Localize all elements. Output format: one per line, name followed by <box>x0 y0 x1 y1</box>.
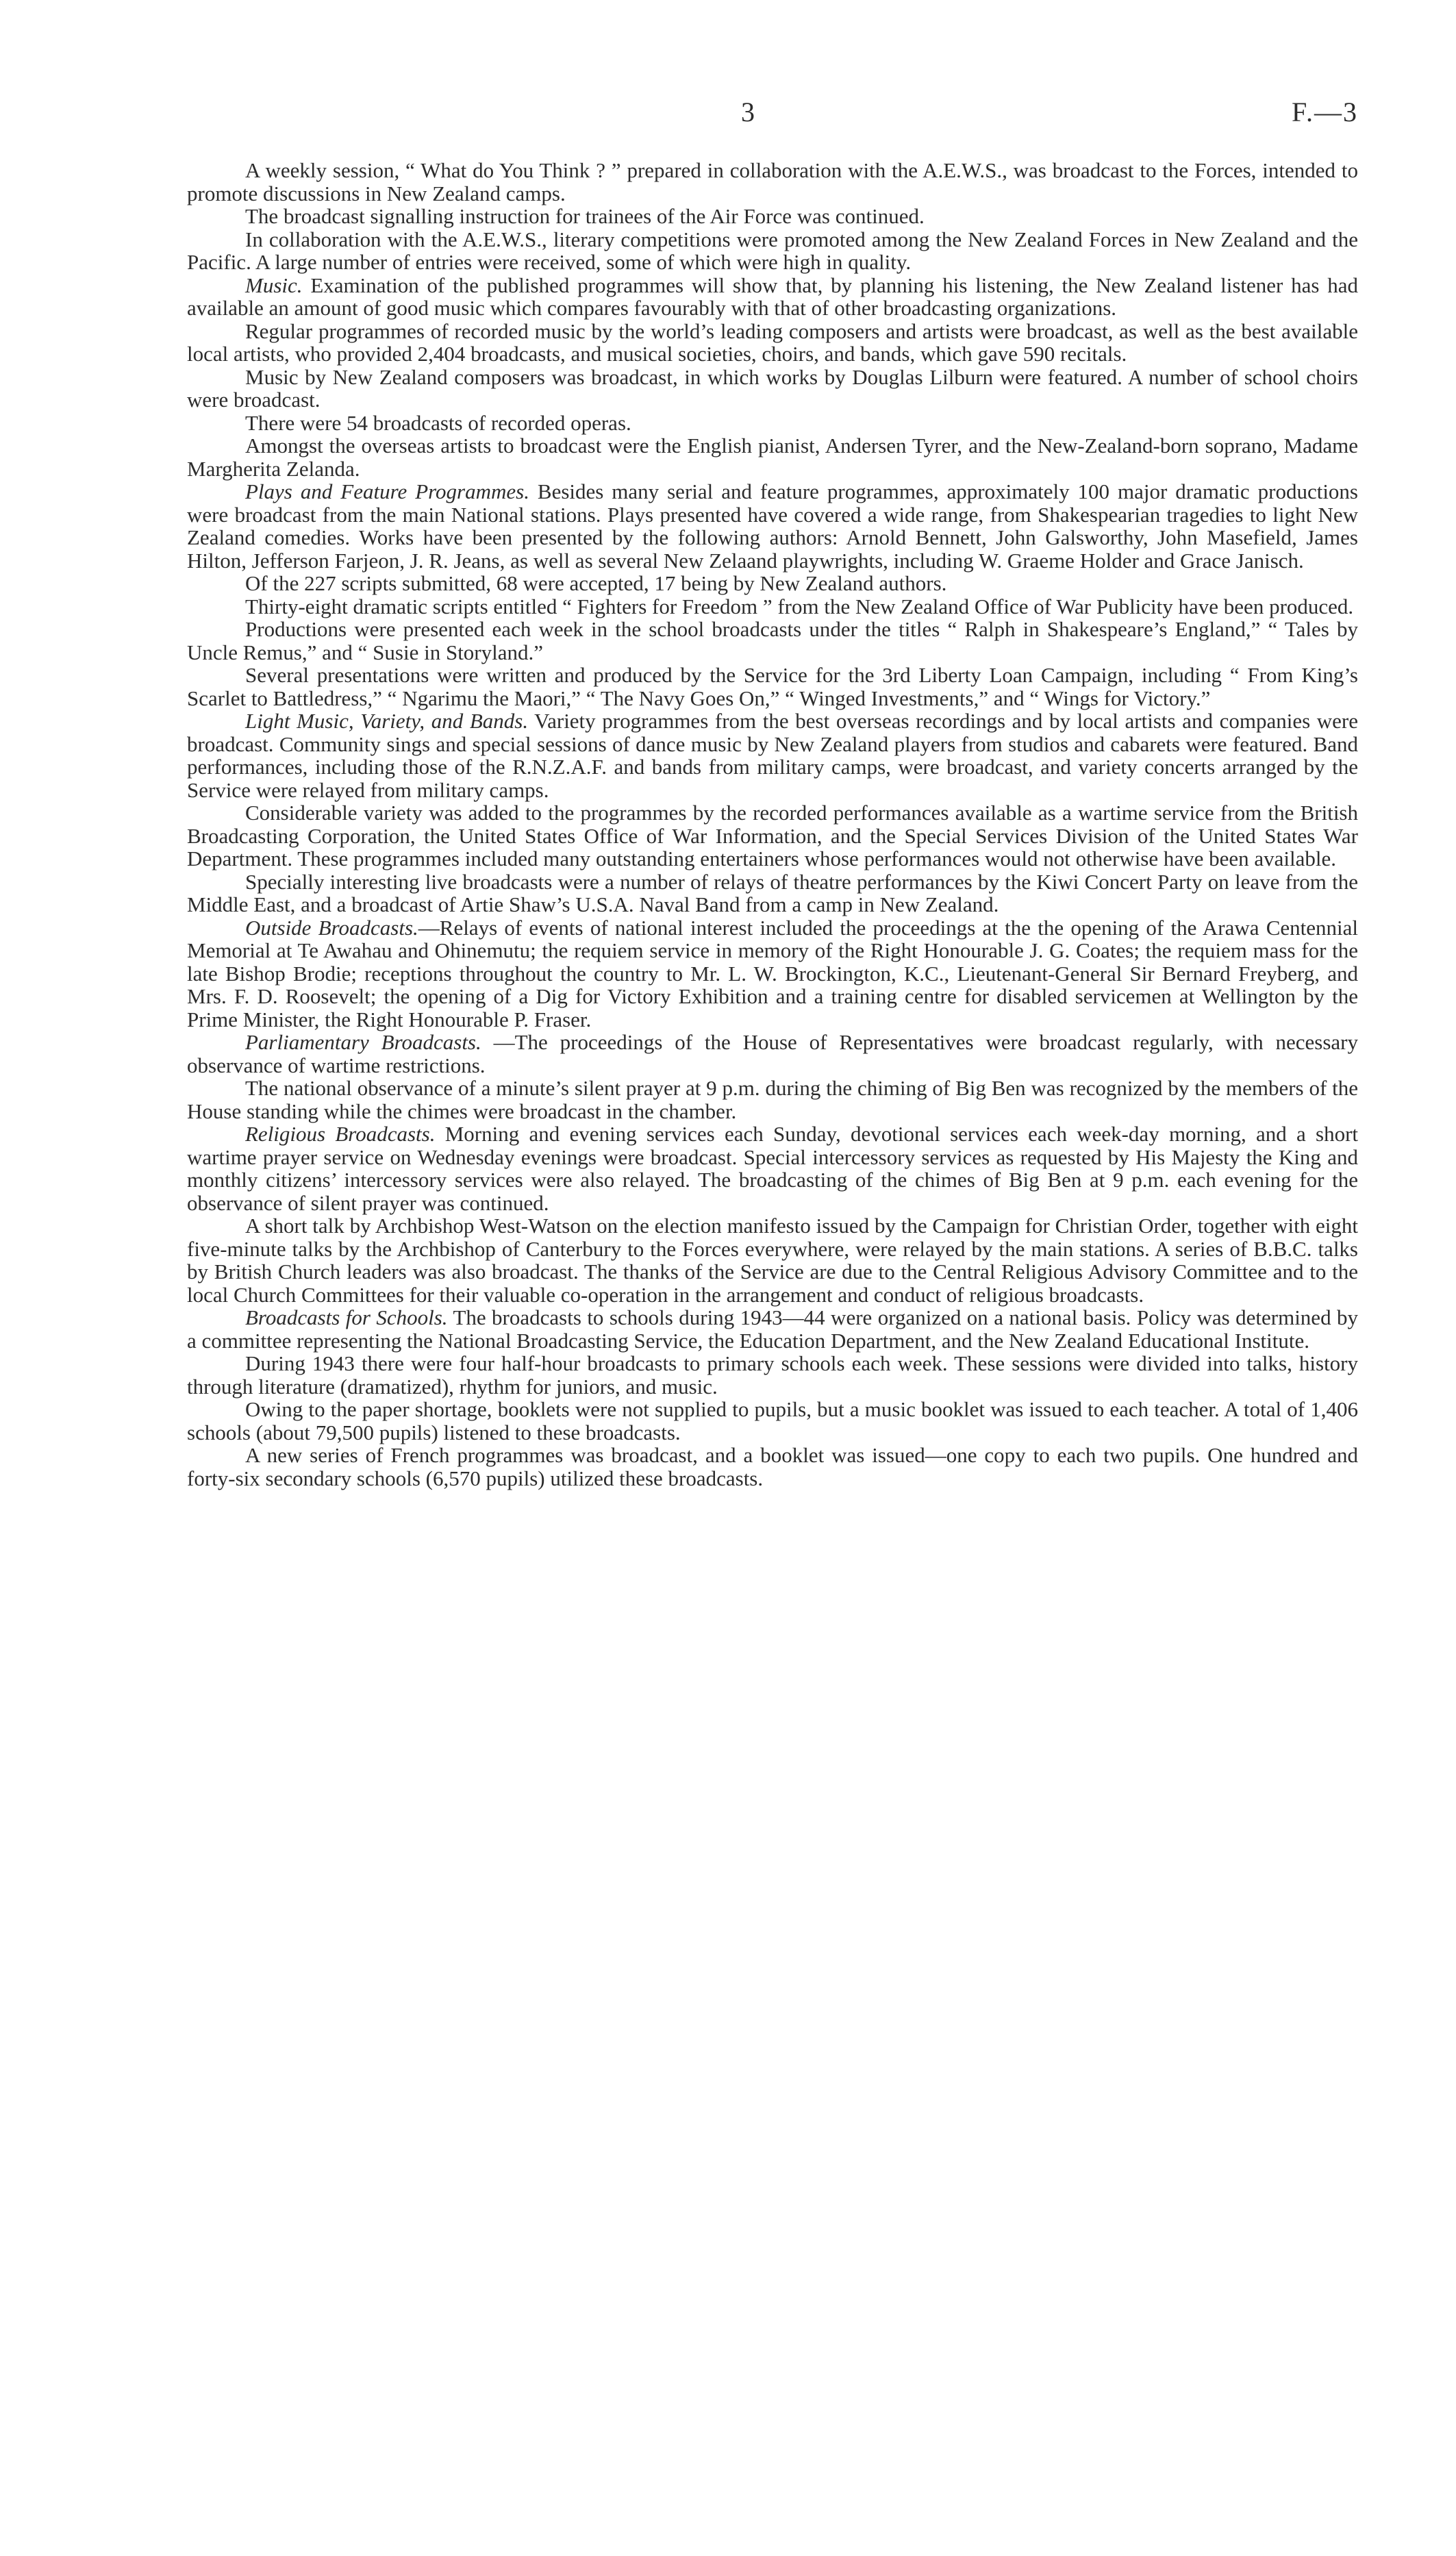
paragraph-scripts: Of the 227 scripts submitted, 68 were accepted, 17 being by New Zealand authors. <box>245 571 947 595</box>
paragraph-live-broadcasts: Specially interesting live broadcasts were a number of relays of theatre performances by the Kiwi Concert Party on leave from the Middle East, and a broadcast of Artie Shaw’s U.S.A. Naval Band from a camp in New Zealand. <box>187 869 1358 916</box>
paragraph-literary-competitions: In collaboration with the A.E.W.S., literary competitions were promoted among the New Zealand Forces in New Zealand and the Pacific. A large number of entries were received, some of which were high in quality. <box>187 227 1358 274</box>
paragraph-aewss-session: A weekly session, “ What do You Think ? ” prepared in collaboration with the A.E.W.S., was broadcast to the Forces, intended to promote discussions in New Zealand camps. <box>187 158 1358 205</box>
paragraph-liberty-loan: Several presentations were written and produced by the Service for the 3rd Liberty Loan Campaign, including “ From King’s Scarlet to Battledress,” “ Ngarimu the Maori,” “ The Navy Goes On,” “ Winged Investments,” and “ Wings for Victory.” <box>187 663 1358 710</box>
paragraph-silent-prayer: The national observance of a minute’s silent prayer at 9 p.m. during the chiming of Big Ben was recognized by the members of the House standing while the chimes were broadcast in the chamber. <box>187 1076 1358 1123</box>
paragraph-operas: There were 54 broadcasts of recorded operas. <box>245 410 631 435</box>
paragraph-signalling: The broadcast signalling instruction for trainees of the Air Force was continued. <box>245 204 925 228</box>
paragraph-overseas-artists: Amongst the overseas artists to broadcast were the English pianist, Andersen Tyrer, and the New-Zealand-born soprano, Madame Margherita Zelanda. <box>187 434 1358 481</box>
section-heading-outside-broadcasts: Outside Broadcasts. <box>245 915 418 940</box>
paragraph-primary-schools: During 1943 there were four half-hour broadcasts to primary schools each week. These sessions were divided into talks, history through literature (dramatized), rhythm for juniors, and music. <box>187 1351 1358 1399</box>
page-number: 3 <box>741 97 755 127</box>
paragraph-school-productions: Productions were presented each week in the school broadcasts under the titles “ Ralph in Shakespeare’s England,” “ Tales by Uncle Remus,” and “ Susie in Storyland.” <box>187 617 1358 664</box>
paragraph-religious: Religious Broadcasts. Morning and evening services each Sunday, devotional services each week-day morning, and a short wartime prayer service on Wednesday evenings were broadcast. Special intercessory services as requested by His Majesty the King and monthly citizens’ intercessory services were also relayed. The broadcasting of the chimes of Big Ben at 9 p.m. each evening for the observance of silent prayer was continued. <box>187 1122 1359 1215</box>
paragraph-light-music: Light Music, Variety, and Bands. Variety programmes from the best overseas recordings and by local artists and companies were broadcast. Community sings and special sessions of dance music by New Zealand players from studios and cabarets were featured. Band performances, including those of the R.N.Z.A.F. and bands from military camps, were broadcast, and variety concerts arranged by the Service were relayed from military camps. <box>187 709 1358 802</box>
section-heading-music: Music. <box>245 273 303 297</box>
section-heading-religious: Religious Broadcasts. <box>245 1122 436 1146</box>
paragraph-music: Music. Examination of the published programmes will show that, by planning his listening, the New Zealand listener has had available an amount of good music which compares favourably with that of other broadcasting organizations. <box>187 273 1359 320</box>
section-heading-parliamentary: Parliamentary Broadcasts. <box>245 1030 481 1054</box>
paragraph-fighters-for-freedom: Thirty-eight dramatic scripts entitled “ Fighters for Freedom ” from the New Zealand Office of War Publicity have been produced. <box>245 594 1354 618</box>
paragraph-plays: Plays and Feature Programmes. Besides many serial and feature programmes, approximately 100 major dramatic productions were broadcast from the main National stations. Plays presented have covered a wide range, from Shakespearian tragedies to light New Zealand comedies. Works have been presented by the following authors: Arnold Bennett, John Galsworthy, John Masefield, James Hilton, Jefferson Farjeon, J. R. Jeans, as well as several New Zelaand playwrights, including W. Graeme Holder and Grace Janisch. <box>187 479 1358 573</box>
paragraph-recorded-music: Regular programmes of recorded music by the world’s leading composers and artists were broadcast, as well as the best available local artists, who provided 2,404 broadcasts, and musical societies, choirs, and bands, which gave 590 recitals. <box>187 318 1358 366</box>
paragraph-archbishop-talks: A short talk by Archbishop West-Watson on the election manifesto issued by the Campaign for Christian Order, together with eight five-minute talks by the Archbishop of Canterbury to the Forces everywhere, were relayed by the main stations. A series of B.B.C. talks by British Church leaders was also broadcast. The thanks of the Service are due to the Central Religious Advisory Committee and to the local Church Committees for their valuable co-operation in the arrangement and conduct of religious broadcasts. <box>187 1214 1358 1307</box>
report-body <box>187 159 1358 1490</box>
page-reference: F.—3 <box>1291 97 1358 127</box>
paragraph-parliamentary: Parliamentary Broadcasts. —The proceedings of the House of Representatives were broadcast regularly, with necessary observance of wartime restrictions. <box>187 1030 1358 1077</box>
paragraph-recorded-performances: Considerable variety was added to the programmes by the recorded performances available as a wartime service from the British Broadcasting Corporation, the United States Office of War Information, and the Special Services Division of the United States War Department. These programmes included many outstanding entertainers whose performances would not otherwise have been available. <box>187 801 1358 870</box>
paragraph-outside-broadcasts: Outside Broadcasts.—Relays of events of national interest included the proceedings at the the opening of the Arawa Centennial Memorial at Te Awahau and Ohinemutu; the requiem service in memory of the Right Honourable J. G. Coates; the requiem mass for the late Bishop Brodie; receptions throughout the country to Mr. L. W. Brockington, K.C., Lieutenant-General Sir Bernard Freyberg, and Mrs. F. D. Roosevelt; the opening of a Dig for Victory Exhibition and a training centre for disabled servicemen at Wellington by the Prime Minister, the Right Honourable P. Fraser. <box>187 915 1358 1031</box>
paragraph-schools: Broadcasts for Schools. The broadcasts to schools during 1943—44 were organized on a national basis. Policy was determined by a committee representing the National Broadcasting Service, the Education Department, and the New Zealand Educational Institute. <box>187 1305 1358 1353</box>
page-header <box>0 96 1456 137</box>
section-heading-light-music: Light Music, Variety, and Bands. <box>245 709 529 733</box>
paragraph-nz-composers: Music by New Zealand composers was broadcast, in which works by Douglas Lilburn were featured. A number of school choirs were broadcast. <box>187 364 1358 412</box>
section-heading-schools: Broadcasts for Schools. <box>245 1305 448 1329</box>
paragraph-french-programmes: A new series of French programmes was broadcast, and a booklet was issued—one copy to each two pupils. One hundred and forty-six secondary schools (6,570 pupils) utilized these broadcasts. <box>187 1443 1358 1490</box>
section-heading-plays: Plays and Feature Programmes. <box>245 479 529 503</box>
paragraph-paper-shortage: Owing to the paper shortage, booklets were not supplied to pupils, but a music booklet was issued to each teacher. A total of 1,406 schools (about 79,500 pupils) listened to these broadcasts. <box>187 1397 1358 1444</box>
